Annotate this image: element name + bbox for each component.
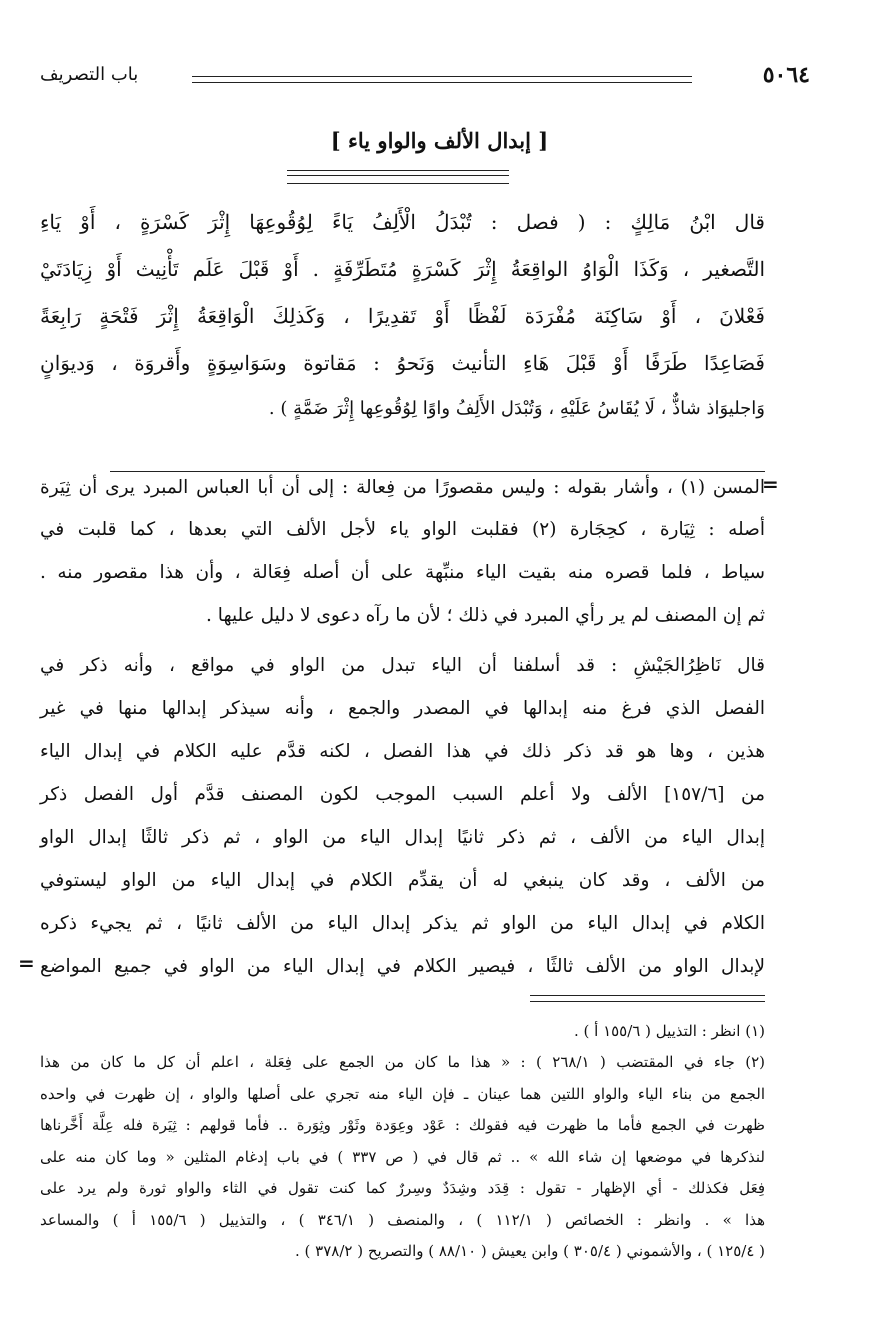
main-text-line: فَصَاعِدًا طَرَفًا أَوْ قَبْلَ هَاءِ التأنيث وَنَحوُ : مَقاتوة وسَوَاسِوَةٍ وأَقروَة ، وَديوَانٍ [40, 351, 765, 375]
continuation-mark-end: = [18, 951, 35, 975]
commentary-line: هذين ، وها هو قد ذكر ذلك في هذا الفصل ، لكنه قدَّم عليه الكلام في إبدال الياء [40, 741, 765, 762]
commentary-line: من [١٥٧/٦] الألف ولا أعلم السبب الموجب لكون المصنف قدَّم أول الفصل ذكر [40, 784, 766, 805]
footnote-line: لنذكرها في موضعها إن شاء الله » .. ثم قال في ( ص ٣٣٧ ) في باب إدغام المثلين « وما كان منه على [40, 1148, 766, 1166]
running-title: باب التصريف [40, 64, 139, 85]
section-title-rule [287, 170, 509, 184]
commentary-line: إبدال الياء من الألف ، ثم ذكر ثانيًا إبدال الياء من الواو ، ثم ذكر ثالثًا إبدال الواو [40, 827, 765, 848]
footnote-line: ظهرت في الجمع فأما ما ظهرت فيه فقولك : عَوْد وعِوَدة وثَوْر وثِوَرة .. فأما قولهم : ثِيَرة فله عِلَّة أَخَّرناها [40, 1116, 765, 1134]
commentary-line: من الألف ، وقد كان ينبغي له أن يقدِّم الكلام في إبدال الياء من الواو ليستوفي [40, 870, 765, 891]
main-text-line: التَّصغير ، وَكَذَا الْوَاوُ الواقِعَةُ إِثْرَ كَسْرَةٍ مُتَطَرِّفَةٍ . أَوْ قَبْلَ عَلَم تَأْنِيث أَوْ زِيَادَتَيْ [40, 257, 765, 281]
commentary-line: لإبدال الواو من الألف ثالثًا ، فيصير الكلام في إبدال الياء من الواو في جميع المواضع [40, 956, 765, 977]
footnote-separator [530, 995, 765, 1002]
running-header [40, 62, 810, 102]
commentary-line: سياط ، فلما قصره منه بقيت الياء منبِّهة على أن أصله فِعَالة ، وأن هذا مقصور منه . [40, 562, 765, 583]
footnote-line: فِعَل فكذلك - أي الإظهار - تقول : قِدَد وشِدَدٌ وسِررٌ كما كنت تقول في الثاء والواو ثورة ولم يرد على [40, 1179, 765, 1197]
section-title: [ إبدال الألف والواو ياء ] [330, 128, 549, 153]
commentary-line: المسن (١) ، وأشار بقوله : وليس مقصورًا من فِعالة : إلى أن أبا العباس المبرد يرى أن ثِيَرة [40, 477, 765, 498]
footnote-line: (١) انظر : التذييل ( ١٥٥/٦ أ ) . [573, 1022, 765, 1040]
commentary-line: أصله : ثِيَارة ، كحِجَارة (٢) فقلبت الواو ياء لأجل الألف التي بعدها ، كما قلبت في [40, 519, 765, 540]
header-rule [192, 76, 692, 83]
main-text-line: قال ابْنُ مَالِكٍ : ( فصل : تُبْدَلُ الْأَلِفُ يَاءً لِوُقُوعِهَا إِثْرَ كَسْرَةٍ ، أَوْ يَاءِ [40, 210, 765, 234]
continuation-mark-start: = [762, 472, 779, 496]
footnote-line: هذا » . وانظر : الخصائص ( ١١٢/١ ) ، والمنصف ( ٣٤٦/١ ) ، والتذييل ( ١٥٥/٦ أ ) والمساعد [40, 1211, 765, 1229]
commentary-line: الكلام في إبدال الياء من الواو ثم يذكر إبدال الياء من الألف ثانيًا ، ثم يجيء ذكره [40, 913, 765, 934]
commentary-line: الفصل الذي فرغ منه إبدالها في المصدر والجمع ، وأنه سيذكر إبدالها منها في غير [40, 698, 765, 719]
commentary-line: ثم إن المصنف لم ير رأي المبرد في ذلك ؛ لأن ما رآه دعوى لا دليل عليها . [206, 605, 765, 626]
footnote-line: الجمع من بناء الياء والواو اللتين هما عينان ـ فإن الياء منه تجري على أصلها والواو ، إن ظهرت في واحده [40, 1085, 765, 1103]
page-number: ٥٠٦٤ [762, 62, 810, 88]
footnote-line: ( ١٢٥/٤ ) ، والأشموني ( ٣٠٥/٤ ) وابن يعيش ( ٨٨/١٠ ) والتصريح ( ٣٧٨/٢ ) . [295, 1242, 765, 1260]
commentary-line: قال نَاظِرُالجَيْشِ : قد أسلفنا أن الياء تبدل من الواو في مواقع ، وأنه ذكر في [40, 655, 765, 676]
main-text-line: فَعْلانَ ، أَوْ سَاكِنَة مُفْرَدَة لَفْظًا أَوْ تَقدِيرًا ، وَكَذلِكَ الْوَاقِعَةُ إِثْرَ فَتْحَةٍ رَابِعَةً [40, 304, 765, 328]
footnote-line: (٢) جاء في المقتضب ( ٢٦٨/١ ) : « هذا ما كان من الجمع على فِعَلة ، اعلم أن كل ما كان من هذا [40, 1053, 766, 1071]
main-text-line: وَاجليوَاذ شاذٌّ ، لَا يُقَاسُ عَلَيْهِ ، وَتُبْدَل الأَلِفُ واوًا لِوُقُوعِها إِثْرَ ضَمَّةٍ ) . [268, 398, 765, 419]
